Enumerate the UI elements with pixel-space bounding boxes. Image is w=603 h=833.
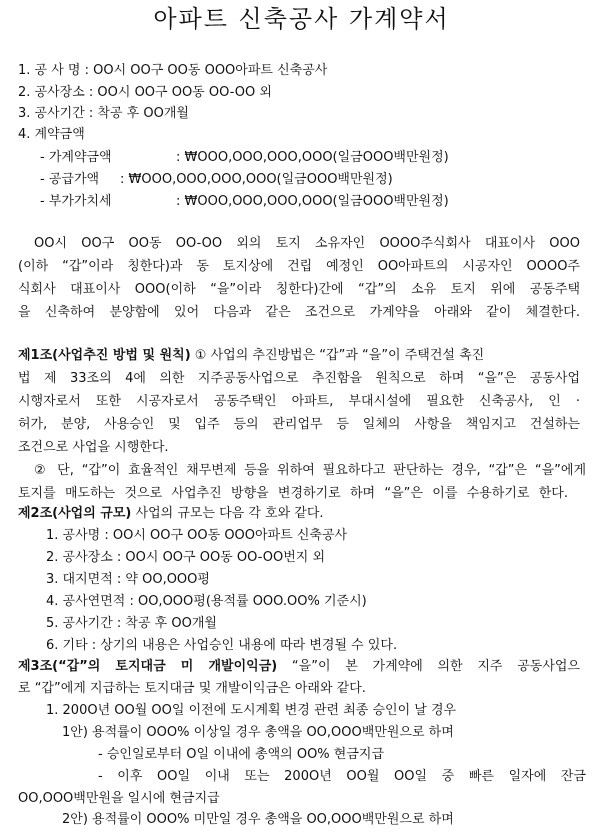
article-3-line: 로 “갑”에게 지급하는 토지대금 및 개발이익금은 아래와 같다.	[18, 681, 366, 696]
amount-label-provisional: - 가계약금액	[40, 150, 112, 165]
article-1-line: 법 제 33조의 4에 의한 지주공동사업으로 추진함을 원칙으로 하며 “을”은 공동사업	[18, 371, 580, 386]
article-3-item-1: 1. 200O년 OO월 OO일 이전에 도시계획 변경 관련 최종 승인이 날 경우	[46, 703, 457, 718]
article-1-line: 토지를 매도하는 것으로 사업추진 방향을 변경하기로 하며 “을”은 이를 수용하기로 한다.	[18, 486, 568, 501]
article-2-item: 1. 공사명 : OO시 OO구 OO동 OOO아파트 신축공사	[46, 528, 348, 543]
article-1-line: 허가, 분양, 사용승인 및 입주 등의 관리업무 등 일체의 사항을 책임지고 건설하는	[18, 417, 580, 432]
article-1-heading: 제1조(사업추진 방법 및 원칙)	[18, 348, 191, 363]
article-2-item: 3. 대지면적 : 약 OO,OOO평	[46, 572, 210, 587]
amount-value-provisional: : ₩OOO,OOO,OOO,OOO(일금OOO백만원정)	[176, 150, 449, 165]
article-3-option-1-line: OO,OOO백만원을 일시에 현금지급	[18, 791, 220, 806]
article-2-item: 5. 공사기간 : 착공 후 OO개월	[46, 616, 217, 631]
article-1-line: 조건으로 사업을 시행한다.	[18, 440, 169, 455]
amount-label-supply: - 공급가액	[40, 172, 100, 187]
article-3-option-2: 2안) 용적률이 OOO% 미만일 경우 총액을 OO,OOO백만원으로 하며	[62, 812, 454, 827]
article-3-heading: 제3조(“갑”의 토지대금 미 개발이익금)	[18, 659, 278, 674]
preamble-line: OO시 OO구 OO동 OO-OO 외의 토지 소유자인 OOOO주식회사 대표이사 OOO	[34, 236, 580, 251]
article-3-option-1-line: - 승인일로부터 O일 이내에 총액의 OO% 현금지급	[98, 747, 385, 762]
article-1-line: 시행자로서 또한 시공자로서 공동주택인 아파트, 부대시설에 필요한 신축공사, 인 ·	[18, 394, 580, 409]
article-2-item: 4. 공사연면적 : OO,OOO평(용적률 OOO.OO% 기준시)	[46, 594, 367, 609]
article-1	[18, 347, 484, 365]
preamble-line: 식회사 대표이사 OOO(이하 “을”이라 칭한다)간에 “갑”의 소유 토지 위에 공동주택	[18, 282, 580, 297]
preamble-line: 을 신축하여 분양함에 있어 다음과 같은 조건으로 가계약을 아래와 같이 체결한다.	[18, 305, 580, 320]
article-3-option-1-line: - 이후 OO일 이내 또는 200O년 OO월 OO일 중 빠른 일자에 잔금	[98, 769, 586, 784]
article-3-text: “을”이 본 가계약에 의한 지주 공동사업으	[277, 659, 580, 674]
amount-label-vat: - 부가가치세	[40, 194, 112, 209]
amount-value-vat: : ₩OOO,OOO,OOO,OOO(일금OOO백만원정)	[176, 194, 449, 209]
article-2	[18, 505, 324, 523]
article-3	[18, 658, 580, 676]
document-title: 아파트 신축공사 가계약서	[153, 5, 450, 33]
article-2-item: 2. 공사장소 : OO시 OO구 OO동 OO-OO번지 외	[46, 550, 326, 565]
article-2-item: 6. 기타 : 상기의 내용은 사업승인 내용에 따라 변경될 수 있다.	[46, 638, 398, 653]
info-item-location: 2. 공사장소 : OO시 OO구 OO동 OO-OO 외	[18, 85, 272, 100]
article-3-option-1: 1안) 용적률이 OOO% 이상일 경우 총액을 OO,OOO백만원으로 하며	[62, 725, 454, 740]
info-item-project: 1. 공 사 명 : OO시 OO구 OO동 OOO아파트 신축공사	[18, 63, 328, 78]
amount-value-supply: : ₩OOO,OOO,OOO,OOO(일금OOO백만원정)	[120, 172, 393, 187]
preamble-line: (이하 “갑”이라 칭한다)과 동 토지상에 건립 예정인 OO아파트의 시공자인 OOOO주	[18, 259, 580, 274]
article-2-intro: 사업의 규모는 다음 각 호와 같다.	[131, 506, 324, 521]
article-1-text: ① 사업의 추진방법은 “갑”과 “을”이 주택건설 촉진	[190, 348, 485, 363]
article-1-clause-2: ② 단, “갑”이 효율적인 채무변제 등을 위하여 필요하다고 판단하는 경우, “갑”은 “을”에게	[34, 463, 586, 478]
info-item-amount: 4. 계약금액	[18, 127, 85, 142]
article-2-heading: 제2조(사업의 규모)	[18, 506, 132, 521]
info-item-period: 3. 공사기간 : 착공 후 OO개월	[18, 106, 189, 121]
